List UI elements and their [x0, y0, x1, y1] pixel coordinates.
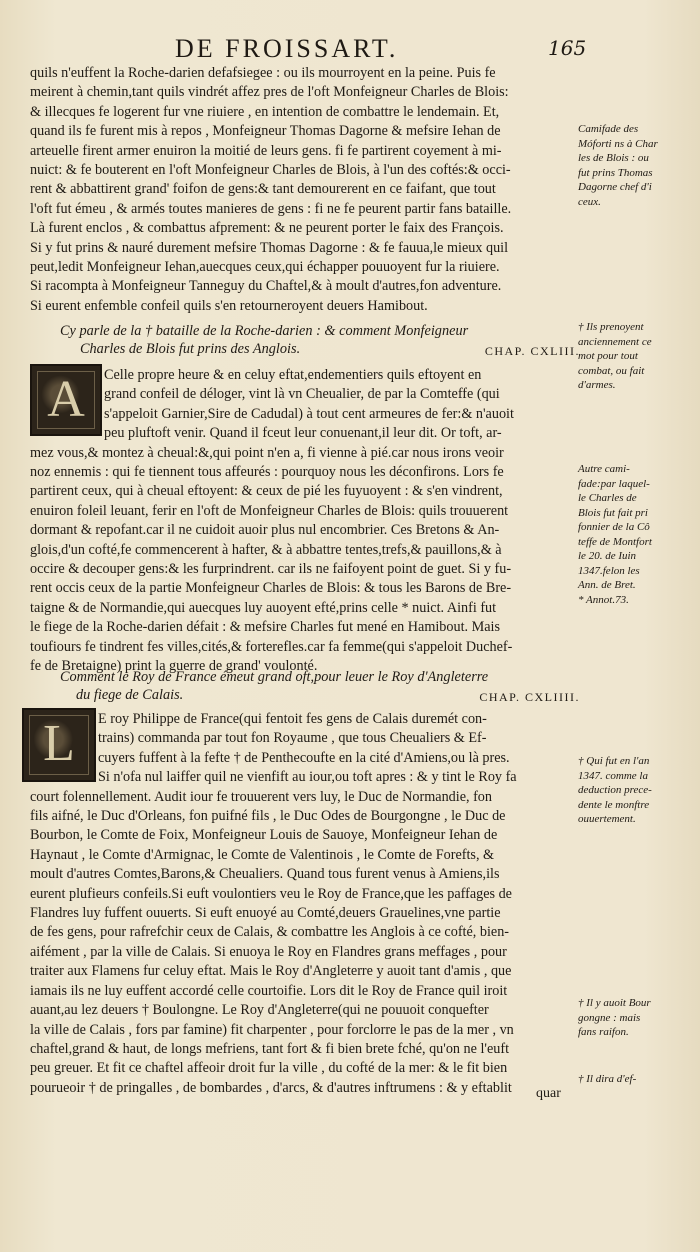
margin-note-line: Camifade des — [578, 123, 639, 135]
text-line: court folennellement. Audit iour fe trouuerent vers luy, le Duc de Normandie, fon — [30, 788, 492, 805]
text-line: toufiours fe tindrent fes villes,cités,& forterefles.car fa femme(qui s'appeloit Duchef- — [30, 638, 513, 655]
margin-note-line: Móforti ns à Char — [578, 137, 658, 150]
text-line: chaftel,grand & haut, de longs mefriens, tant fort & fi bien brete fché, qu'on ne l'euft — [30, 1040, 510, 1057]
margin-note-line: † Qui fut en l'an — [578, 755, 650, 767]
margin-note-2 — [578, 320, 696, 393]
initial-letter: L — [43, 715, 75, 772]
margin-note-line: 1347.felon les — [578, 564, 640, 577]
text-line: cuyers fuffent à la fefte † de Penthecoufte en la cité d'Amiens,ou là pres. — [98, 749, 510, 766]
margin-note-line: d'armes. — [578, 379, 616, 391]
text-line: trains) commanda par tout fon Royaume , que tous Cheualiers & Ef- — [98, 730, 487, 747]
margin-note-line: le 20. de Iuin — [578, 550, 637, 562]
margin-note-line: dente le monftre — [578, 798, 650, 811]
text-line: le fiege de la Roche-darien défait : & mefsire Charles fut mené en Hamibout. Mais — [30, 619, 500, 636]
margin-note-3 — [578, 462, 696, 607]
margin-note-line: fonnier de la Cô — [578, 521, 650, 533]
chapter-number: CHAP. CXLIII. — [484, 344, 580, 358]
chapter-heading-143 — [60, 322, 580, 358]
text-line: traiter aux Flamens fur celuy eftat. Mais le Roy d'Angleterre y auoit tant d'amis , que — [30, 963, 512, 980]
text-line: taigne & de Normandie,qui auecques luy auoyent efté,prins celle * nuict. Ainfi fut — [30, 599, 497, 616]
text-line: enuiron foleil leuant, ferir en l'oft de Monfeigneur Charles de Blois: quils trouuerent — [30, 502, 509, 519]
text-line: peu greuer. Et fit ce chaftel affeoir droit fur la ville , du cofté de la mer: & le fit bien — [30, 1060, 508, 1077]
margin-note-line: ceux. — [578, 195, 601, 208]
text-line: aifément , par la ville de Calais. Si enuoya le Roy en Flandres grans meffages , pour — [30, 943, 507, 960]
chapter-heading-line-1: Cy parle de la † bataille de la Roche-darien : & comment Monfeigneur — [60, 323, 469, 339]
margin-note-line: fut prins Thomas — [578, 166, 653, 179]
text-line: rent & abbattirent grand' foifon de gens:& tant demourerent en ce faifant, que tout — [30, 181, 496, 198]
margin-note-line: deduction prece- — [578, 784, 652, 796]
text-line: Celle propre heure & en celuy eftat,endementiers quils eftoyent en — [104, 367, 482, 383]
running-title: DE FROISSART. — [175, 34, 399, 63]
margin-note-line: ouuertement. — [578, 813, 636, 825]
text-line: s'appeloit Garnier,Sire de Cadudal) à tout cent armeures de fer:& n'auoit — [104, 405, 514, 422]
margin-note-line: Blois fut fait pri — [578, 506, 648, 519]
text-line: Flandres luy fuffent ouuerts. Si euft enuoyé au Comté,deuers Grauelines,vne partie — [30, 905, 501, 922]
page-number: 165 — [548, 36, 587, 60]
catchword: quar — [536, 1086, 561, 1101]
margin-note-line: † Il y auoit Bour — [578, 997, 651, 1009]
chapter-heading-line-2: du fiege de Calais. — [76, 687, 184, 703]
text-line: grand confeil de déloger, vint là vn Cheualier, de par la Comteffe (qui — [104, 386, 500, 403]
text-line: E roy Philippe de France(qui fentoit fes gens de Calais duremét con- — [98, 711, 487, 727]
margin-note-line: anciennement ce — [578, 335, 652, 348]
text-line: peut,ledit Monfeigneur Iehan,auecques ceux,qui échapper pouuoyent fur la riuiere. — [30, 259, 500, 276]
margin-note-line: fade:par laquel- — [578, 477, 650, 490]
margin-note-line: * Annot.73. — [578, 593, 629, 606]
text-line: Si racompta à Monfeigneur Tanneguy du Chaftel,& à moult d'autres,fon adventure. — [30, 278, 502, 295]
text-line: occire & decouper gens:& les furprindrent. car ils ne faifoyent point de guet. Si y fu- — [30, 561, 512, 578]
text-line: Là furent enclos , & combattus afprement: & ne peurent porter le faix des François. — [30, 220, 504, 237]
text-line: dormant & repofant.car il ne cuidoit auoir plus nul encombrier. Ces Bretons & An- — [30, 522, 500, 539]
paragraph-block-3 — [30, 710, 570, 1098]
margin-note-line: les de Blois : ou — [578, 152, 649, 164]
text-line: mez vous,& montez à cheual:&,qui point n'en a, fi vienne à pié.car nous irons veoir — [30, 444, 504, 461]
text-line: peu pluftoft venir. Quand il fceut leur conuenant,il leur dit. Or toft, ar- — [104, 425, 502, 442]
text-line: eurent plufieurs confeils.Si euft voulontiers veu le Roy de France,que les paffages de — [30, 885, 512, 902]
margin-note-5 — [578, 996, 696, 1040]
text-line: de fes gens, pour rafrefchir ceux de Calais, & combattre les Anglois à ce cofté, bien- — [30, 924, 510, 941]
text-line: auant,au lez deuers † Boulongne. Le Roy d'Angleterre(qui ne pouuoit conquefter — [30, 1002, 489, 1019]
margin-note-6 — [578, 1072, 696, 1087]
margin-note-line: Ann. de Bret. — [578, 579, 636, 591]
chapter-heading-144 — [60, 668, 580, 704]
text-line: Bourbon, le Comte de Foix, Monfeigneur Louis de Sauoye, Monfeigneur Iehan de — [30, 827, 498, 844]
text-line: pourueoir † de pringalles , de bombardes , d'arcs, & d'autres inftrumens : & y eftablit — [30, 1079, 512, 1096]
text-line: Si eurent enfemble confeil quils s'en retourneroyent deuers Hamibout. — [30, 297, 428, 314]
margin-note-1 — [578, 122, 696, 209]
margin-note-line: † Ils prenoyent — [578, 321, 644, 333]
text-line: nuict: & fe bouterent en l'oft Monfeigneur Charles de Blois, à l'un des coftés:& occi- — [30, 162, 511, 179]
text-line: moult d'autres Comtes,Barons,& Cheualiers. Quand tous furent venus à Amiens,ils — [30, 866, 500, 883]
chapter-heading-line-1: Comment le Roy de France émeut grand oft,pour leuer le Roy d'Angleterre — [60, 669, 489, 685]
margin-note-4 — [578, 754, 696, 827]
text-line: Haynaut , le Comte d'Armignac, le Comte de Valentinois , le Comte de Forefts, & — [30, 846, 495, 863]
text-line: quand ils fe furent mis à repos , Monfeigneur Thomas Dagorne & mefsire Iehan de — [30, 123, 501, 140]
paragraph-block-2 — [30, 366, 570, 677]
text-line: rent occis ceux de la partie Monfeigneur Charles de Blois: & tous les Barons de Bre- — [30, 580, 512, 597]
margin-note-line: mot pour tout — [578, 350, 638, 362]
text-line: la ville de Calais , fors par famine) fit charpenter , pour forclorre le pas de la mer , vn — [30, 1021, 514, 1038]
text-line: & illecques fe logerent fur vne riuiere , en intention de combattre le lendemain. Et, — [30, 103, 500, 120]
text-line: iamais ils ne luy euffent accordé celle courtoifie. Lors dit le Roy de France quil iroit — [30, 982, 508, 999]
margin-note-line: combat, ou fait — [578, 364, 645, 377]
text-line: meirent à chemin,tant quils vindrét affez pres de l'oft Monfeigneur Charles de Blois: — [30, 84, 509, 101]
text-line: noz ennemis : qui fe tiennent tous affeurés : pourquoy nous les déconfirons. Lors fe — [30, 464, 504, 481]
initial-letter: A — [47, 371, 85, 428]
chapter-heading-line-2: Charles de Blois fut prins des Anglois. — [80, 341, 301, 357]
text-line: Si y fut prins & nauré durement mefsire Thomas Dagorne : & fe fauua,le mieux quil — [30, 239, 509, 256]
text-line: fils aifné, le Duc d'Orleans, fon puifné fils , le Duc Odes de Bourgongne , le Duc de — [30, 808, 506, 825]
margin-note-line: 1347. comme la — [578, 769, 648, 782]
margin-note-line: teffe de Montfort — [578, 535, 652, 548]
text-line: Si n'ofa nul laiffer quil ne vienfift au iour,ou toft apres : & y tint le Roy fa — [98, 769, 517, 786]
margin-note-line: fans raifon. — [578, 1026, 629, 1038]
text-line: fe de Bretaigne) print la guerre de grand' voulonté. — [30, 658, 318, 675]
text-line: partirent ceux, qui à cheual eftoyent: & ceux de pié les fuyuoyent : & s'en vindrent, — [30, 483, 503, 500]
margin-note-line: Autre cami- — [578, 463, 630, 475]
chapter-number: CHAP. CXLIIII. — [479, 690, 580, 704]
margin-note-line: le Charles de — [578, 492, 637, 504]
paragraph-block-1 — [30, 64, 570, 316]
text-line: quils n'euffent la Roche-darien defafsiegee : ou ils mourroyent en la peine. Puis fe — [30, 65, 496, 81]
margin-note-line: gongne : mais — [578, 1011, 641, 1024]
text-line: l'oft fut émeu , & armés toutes manieres de gens : fi ne fe peurent partir fans bataille. — [30, 200, 512, 217]
margin-note-line: Dagorne chef d'i — [578, 181, 652, 193]
text-line: glois,d'un cofté,fe commencerent à hafter, & à abbattre tentes,trefs,& pauillons,& à — [30, 541, 502, 558]
margin-note-line: † Il dira d'ef- — [578, 1073, 637, 1085]
text-line: arteuelle firent armer enuiron la moitié de leurs gens. fi fe partirent coyement à mi- — [30, 142, 502, 159]
